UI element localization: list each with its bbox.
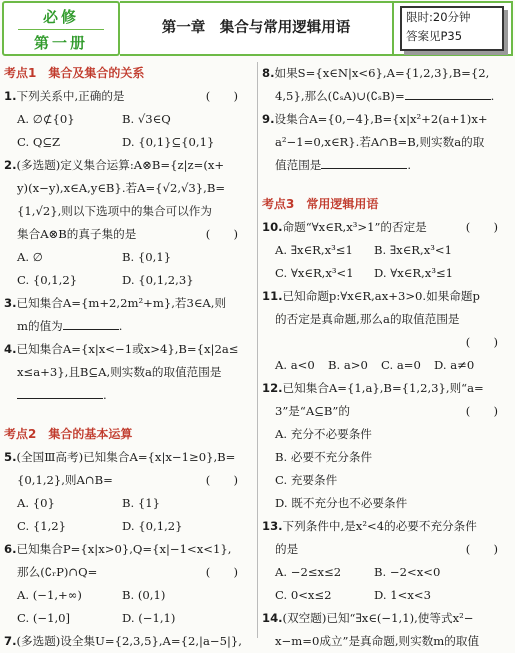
book-label [2, 1, 120, 56]
section-title: 考点3 常用逻辑用语 [262, 197, 379, 211]
question-text: C. 充要条件 [275, 473, 338, 487]
question-text: {1,√2},则以下选项中的集合可以作为 [17, 204, 212, 218]
option: B. (0,1) [122, 588, 166, 602]
question-number: 2. [4, 158, 17, 172]
punctuation: . [490, 89, 495, 103]
text-line [262, 177, 512, 193]
question-number: 13. [262, 519, 283, 533]
question-text: x≤a+3},且B⊆A,则实数a的取值范围是 [17, 365, 222, 379]
text-line [4, 223, 252, 246]
option: C. a=0 [381, 358, 421, 372]
answer-parentheses: ( ) [205, 89, 238, 103]
text-line [262, 308, 512, 331]
question-text: 如果S={x∈N|x<6},A={1,2,3},B={2, [274, 66, 490, 80]
question-line [262, 377, 512, 400]
page-header [0, 0, 515, 58]
text-line [262, 492, 512, 515]
option-row [262, 584, 512, 607]
text-line [262, 423, 512, 446]
answer-blank [63, 317, 119, 330]
option: B. {0,1} [122, 250, 172, 264]
question-number: 9. [262, 112, 275, 126]
option: C. 0<x≤2 [275, 588, 332, 602]
answer-reference: 答案见P35 [406, 29, 463, 43]
question-line [262, 108, 512, 131]
text-line [4, 361, 252, 384]
column-divider [257, 62, 258, 638]
question-text: a²−1=0,x∈R}.若A∩B=B,则实数a的取 [275, 135, 485, 149]
option: D. a≠0 [434, 358, 475, 372]
option-row [262, 239, 512, 262]
option: B. a>0 [328, 358, 368, 372]
question-text: {0,1,2},则A∩B= [17, 473, 113, 487]
option: A. ∃x∈R,x³≤1 [275, 243, 353, 257]
option: D. 1<x<3 [374, 588, 431, 602]
text-line [262, 469, 512, 492]
option-row [262, 262, 512, 285]
time-box-inner [400, 6, 504, 51]
question-text: 已知集合A={x|x<−1或x>4},B={x|2a≤ [16, 342, 239, 356]
answer-parentheses: ( ) [465, 335, 498, 349]
question-line [4, 338, 252, 361]
question-line [4, 85, 252, 108]
option: D. {0,1}⊆{0,1} [122, 135, 215, 149]
question-text: y)(x−y),x∈A,y∈B}.若A={√2,√3},B= [17, 181, 226, 195]
question-number: 5. [4, 450, 17, 464]
option: C. ∀x∈R,x³<1 [275, 266, 354, 280]
option: A. {0} [17, 496, 55, 510]
question-number: 10. [262, 220, 283, 234]
section-heading [4, 423, 252, 446]
question-text: 3”是“A⊆B”的 [275, 404, 350, 418]
question-line [4, 538, 252, 561]
option: C. {1,2} [17, 519, 67, 533]
answer-parentheses: ( ) [465, 220, 498, 234]
option-row [4, 607, 252, 630]
answer-parentheses: ( ) [205, 227, 238, 241]
punctuation: . [103, 388, 107, 402]
answer-parentheses: ( ) [205, 473, 238, 487]
question-number: 12. [262, 381, 283, 395]
question-line [262, 216, 512, 239]
question-text: A. 充分不必要条件 [275, 427, 372, 441]
option-row [4, 515, 252, 538]
option: C. (−1,0] [17, 611, 71, 625]
punctuation: . [407, 158, 412, 172]
question-number: 11. [262, 289, 283, 303]
option-row [4, 584, 252, 607]
chapter-title: 第一章 集合与常用逻辑用语 [120, 1, 392, 56]
question-line [4, 292, 252, 315]
option: D. {0,1,2,3} [122, 273, 194, 287]
question-number: 7. [4, 634, 17, 648]
question-line [4, 446, 252, 469]
question-text: (多选题)定义集合运算:A⊗B={z|z=(x+ [16, 158, 225, 172]
question-text: D. 既不充分也不必要条件 [275, 496, 408, 510]
question-text: 命题“∀x∈R,x³>1”的否定是 [282, 220, 427, 234]
question-number: 4. [4, 342, 17, 356]
section-heading [4, 62, 252, 85]
question-text: 集合A⊗B的真子集的是 [17, 227, 137, 241]
question-text: 已知集合P={x|x>0},Q={x|−1<x<1}, [16, 542, 232, 556]
question-number: 1. [4, 89, 17, 103]
option: C. {0,1,2} [17, 273, 78, 287]
book-label-line1: 必修 [42, 8, 79, 26]
text-line [262, 131, 512, 154]
section-heading [262, 193, 512, 216]
section-title: 考点1 集合及集合的关系 [4, 66, 145, 80]
question-number: 3. [4, 296, 17, 310]
text-line [4, 469, 252, 492]
option: A. a<0 [275, 358, 315, 372]
option-row [262, 354, 512, 377]
text-line [4, 407, 252, 423]
text-line [4, 200, 252, 223]
question-number: 14. [262, 611, 283, 625]
question-text: B. 必要不充分条件 [275, 450, 373, 464]
option: B. ∃x∈R,x³<1 [374, 243, 452, 257]
question-text: 下列条件中,是x²<4的必要不充分条件 [282, 519, 477, 533]
question-text: m的值为 [17, 319, 63, 333]
text-line [4, 561, 252, 584]
option: D. {0,1,2} [122, 519, 183, 533]
text-line [4, 177, 252, 200]
book-label-line2: 第一册 [33, 34, 88, 52]
text-line [262, 538, 512, 561]
question-text: 4,5},那么(∁ₛA)∪(∁ₛB)= [275, 89, 405, 103]
option: B. −2<x<0 [374, 565, 441, 579]
text-line [262, 85, 512, 108]
option-row [4, 131, 252, 154]
option-row [4, 269, 252, 292]
question-text: 值范围是 [275, 158, 322, 172]
question-text: 已知集合A={m+2,2m²+m},若3∈A,则 [16, 296, 227, 310]
question-text: 已知集合A={1,a},B={1,2,3},则“a= [282, 381, 484, 395]
question-text: (双空题)已知“∃x∈(−1,1),使等式x²− [282, 611, 474, 625]
answer-blank [17, 386, 103, 399]
right-column [262, 62, 512, 653]
answer-parentheses: ( ) [205, 565, 238, 579]
question-line [4, 630, 252, 653]
option-row [4, 108, 252, 131]
option: D. ∀x∈R,x³≤1 [374, 266, 454, 280]
book-label-divider [18, 29, 104, 30]
question-line [262, 285, 512, 308]
question-line [262, 607, 512, 630]
text-line [262, 630, 512, 653]
answer-blank [321, 156, 407, 169]
question-text: (全国Ⅲ高考)已知集合A={x|x−1≥0},B= [16, 450, 236, 464]
question-text: 下列关系中,正确的是 [16, 89, 125, 103]
option: B. {1} [122, 496, 161, 510]
question-line [4, 154, 252, 177]
time-box [392, 1, 513, 56]
question-text: 设集合A={0,−4},B={x|x²+2(a+1)x+ [274, 112, 488, 126]
question-text: 那么(∁ᵣP)∩Q= [17, 565, 98, 579]
question-number: 6. [4, 542, 17, 556]
time-limit: 限时:20分钟 [406, 10, 471, 24]
option-row [4, 246, 252, 269]
option: D. (−1,1) [122, 611, 176, 625]
option: A. (−1,+∞) [17, 588, 82, 602]
text-line [4, 315, 252, 338]
text-line [4, 384, 252, 407]
option: A. ∅⊄{0} [17, 112, 75, 126]
question-text: 的是 [275, 542, 299, 556]
option: A. ∅ [17, 250, 43, 264]
punctuation: . [118, 319, 123, 333]
option-row [262, 561, 512, 584]
answer-parentheses: ( ) [465, 404, 498, 418]
text-line [262, 154, 512, 177]
question-text: 已知命题p:∀x∈R,ax+3>0.如果命题p [282, 289, 480, 303]
question-number: 8. [262, 66, 275, 80]
section-title: 考点2 集合的基本运算 [4, 427, 133, 441]
answer-blank [405, 87, 491, 100]
text-line [262, 446, 512, 469]
option: C. Q⊆Z [17, 135, 61, 149]
option: A. −2≤x≤2 [275, 565, 342, 579]
question-text: 的否定是真命题,那么a的取值范围是 [275, 312, 460, 326]
left-column [4, 62, 252, 653]
question-line [262, 62, 512, 85]
text-line [262, 400, 512, 423]
answer-parentheses: ( ) [465, 542, 498, 556]
question-line [262, 515, 512, 538]
question-text: x−m=0成立”是真命题,则实数m的取值 [275, 634, 480, 648]
question-text: (多选题)设全集U={2,3,5},A={2,|a−5|}, [16, 634, 242, 648]
option: B. √3∈Q [122, 112, 171, 126]
option-row [4, 492, 252, 515]
text-line [262, 331, 512, 354]
